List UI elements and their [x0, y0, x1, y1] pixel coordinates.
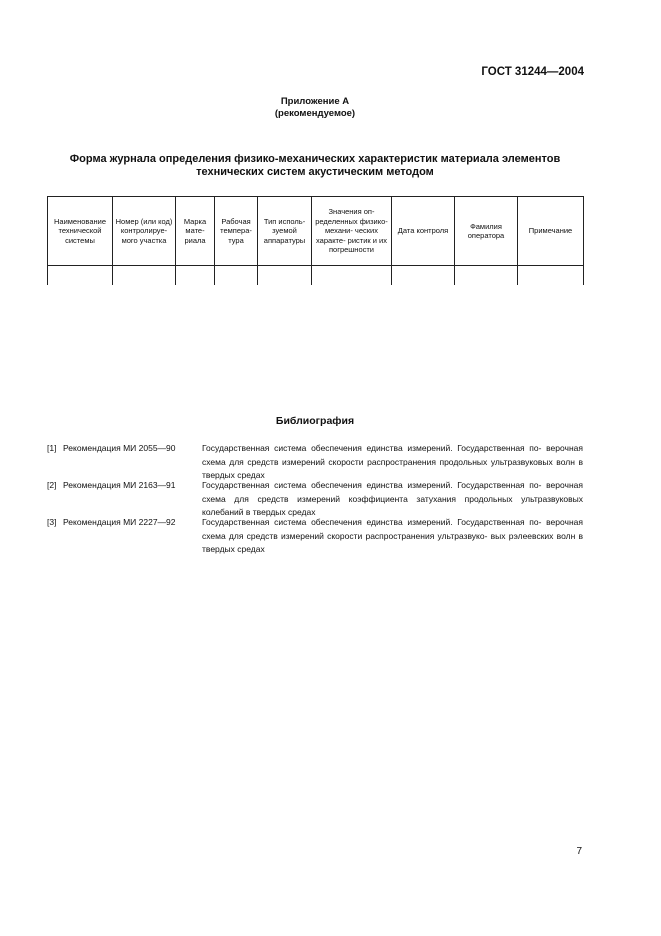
bibliography-entry: [47, 442, 583, 483]
column-header: Значения оп- ределенных физико-механи- ческих характе- ристик и их погрешности: [312, 197, 392, 266]
bibliography-entry: [47, 516, 583, 557]
table-cell: [455, 266, 518, 286]
entry-text: Государственная система обеспечения единства измерений. Государственная по- верочная схема для средств измерений скорости распространения ультразвуко- вых рэлеевских волн в твердых средах: [202, 517, 583, 554]
table-cell: [215, 266, 258, 286]
column-header: Марка мате- риала: [176, 197, 215, 266]
document-id: ГОСТ 31244—2004: [481, 66, 584, 78]
table-cell: [176, 266, 215, 286]
column-header: Рабочая темпера- тура: [215, 197, 258, 266]
column-header: Тип исполь- зуемой аппаратуры: [258, 197, 312, 266]
entry-reference: Рекомендация МИ 2163—91: [63, 480, 176, 490]
journal-table: [47, 196, 584, 285]
entry-text: Государственная система обеспечения единства измерений. Государственная по- верочная схема для средств измерений коэффициента затухания продольных ультразвуковых колебаний в твердых средах: [202, 480, 583, 517]
column-header: Примечание: [518, 197, 584, 266]
table-row: [48, 266, 584, 286]
bibliography-entry: [47, 479, 583, 520]
table-cell: [48, 266, 113, 286]
table-cell: [518, 266, 584, 286]
column-header: Наименование технической системы: [48, 197, 113, 266]
entry-number: [1]: [47, 443, 57, 453]
column-header: Фамилия оператора: [455, 197, 518, 266]
bibliography-title: Библиография: [275, 415, 355, 427]
table-cell: [113, 266, 176, 286]
entry-number: [2]: [47, 480, 57, 490]
table-header-row: [48, 197, 584, 266]
form-title: [47, 153, 583, 179]
column-header: Номер (или код) контролируе- мого участка: [113, 197, 176, 266]
column-header: Дата контроля: [392, 197, 455, 266]
entry-reference: Рекомендация МИ 2055—90: [63, 443, 176, 453]
entry-text: Государственная система обеспечения единства измерений. Государственная по- верочная схема для средств измерений скорости распространения продольных ультразвуковых волн в твердых средах: [202, 443, 583, 480]
form-title-line-1: Форма журнала определения физико-механических характеристик материала элементов: [69, 153, 561, 165]
appendix-title: Приложение А: [280, 96, 350, 107]
table-cell: [312, 266, 392, 286]
page-number: 7: [576, 846, 582, 857]
appendix-heading: [215, 96, 415, 120]
table-cell: [392, 266, 455, 286]
form-title-line-2: технических систем акустическим методом: [196, 166, 434, 178]
entry-number: [3]: [47, 517, 57, 527]
appendix-subtitle: (рекомендуемое): [274, 108, 356, 119]
table-cell: [258, 266, 312, 286]
entry-reference: Рекомендация МИ 2227—92: [63, 517, 176, 527]
